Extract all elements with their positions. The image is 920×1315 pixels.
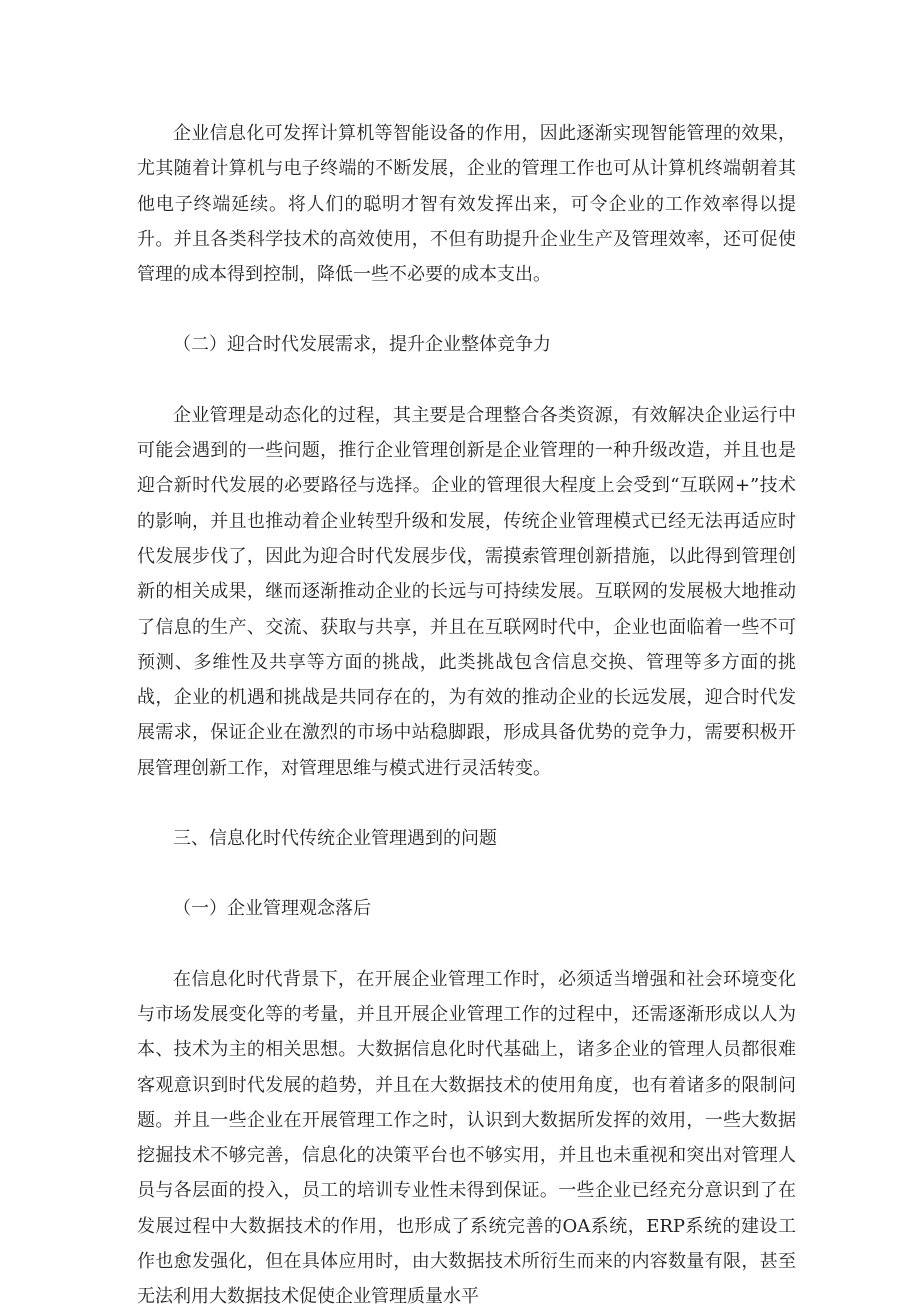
paragraph-gap — [137, 786, 796, 821]
chapter-heading-problems: 三、信息化时代传统企业管理遇到的问题 — [173, 828, 497, 850]
section-heading-competitiveness: （二）迎合时代发展需求，提升企业整体竞争力 — [173, 334, 551, 356]
paragraph-gap — [137, 292, 796, 327]
paragraph-gap — [137, 927, 796, 962]
paragraph-intelligent-management: 企业信息化可发挥计算机等智能设备的作用，因此逐渐实现智能管理的效果，尤其随着计算机与电子终端的不断发展，企业的管理工作也可从计算机终端朝着其他电子终端延续。将人们的聪明才智有效发挥出来，可令企业的工作效率得以提升。并且各类科学技术的高效使用，不但有助提升企业生产及管理效率，还可促使管理的成本得到控制，降低一些不必要的成本支出。 — [137, 123, 796, 286]
section-heading-outdated-concepts: （一）企业管理观念落后 — [173, 898, 371, 920]
paragraph-information-age: 在信息化时代背景下，在开展企业管理工作时，必须适当增强和社会环境变化与市场发展变化等的考量，并且开展企业管理工作的过程中，还需逐渐形成以人为本、技术为主的相关思想。大数据信息化时代基础上，诸多企业的管理人员都很难客观意识到时代发展的趋势，并且在大数据技术的使用角度，也有着诸多的限制问题。并且一些企业在开展管理工作之时，认识到大数据所发挥的效用，一些大数据挖掘技术不够完善，信息化的决策平台也不够实用，并且也未重视和突出对管理人员与各层面的投入，员工的培训专业性未得到保证。一些企业已经充分意识到了在发展过程中大数据技术的作用，也形成了系统完善的OA系统，ERP系统的建设工作也愈发强化，但在具体应用时，由大数据技术所衍生而来的内容数量有限，甚至无法利用大数据技术促使企业管理质量水平 — [137, 968, 796, 1308]
paragraph-dynamic-management: 企业管理是动态化的过程，其主要是合理整合各类资源，有效解决企业运行中可能会遇到的一些问题，推行企业管理创新是企业管理的一种升级改造，并且也是迎合新时代发展的必要路径与选择。企业的管理很大程度上会受到“互联网+”技术的影响，并且也推动着企业转型升级和发展，传统企业管理模式已经无法再适应时代发展步伐了，因此为迎合时代发展步伐，需摸索管理创新措施，以此得到管理创新的相关成果，继而逐渐推动企业的长远与可持续发展。互联网的发展极大地推动了信息的生产、交流、获取与共享，并且在互联网时代中，企业也面临着一些不可预测、多维性及共享等方面的挑战，此类挑战包含信息交换、管理等多方面的挑战，企业的机遇和挑战是共同存在的，为有效的推动企业的长远发展，迎合时代发展需求，保证企业在激烈的市场中站稳脚跟，形成具备优势的竞争力，需要积极开展管理创新工作，对管理思维与模式进行灵活转变。 — [137, 404, 796, 779]
paragraph-gap — [137, 363, 796, 398]
paragraph-gap — [137, 856, 796, 891]
document-body — [137, 116, 796, 1315]
